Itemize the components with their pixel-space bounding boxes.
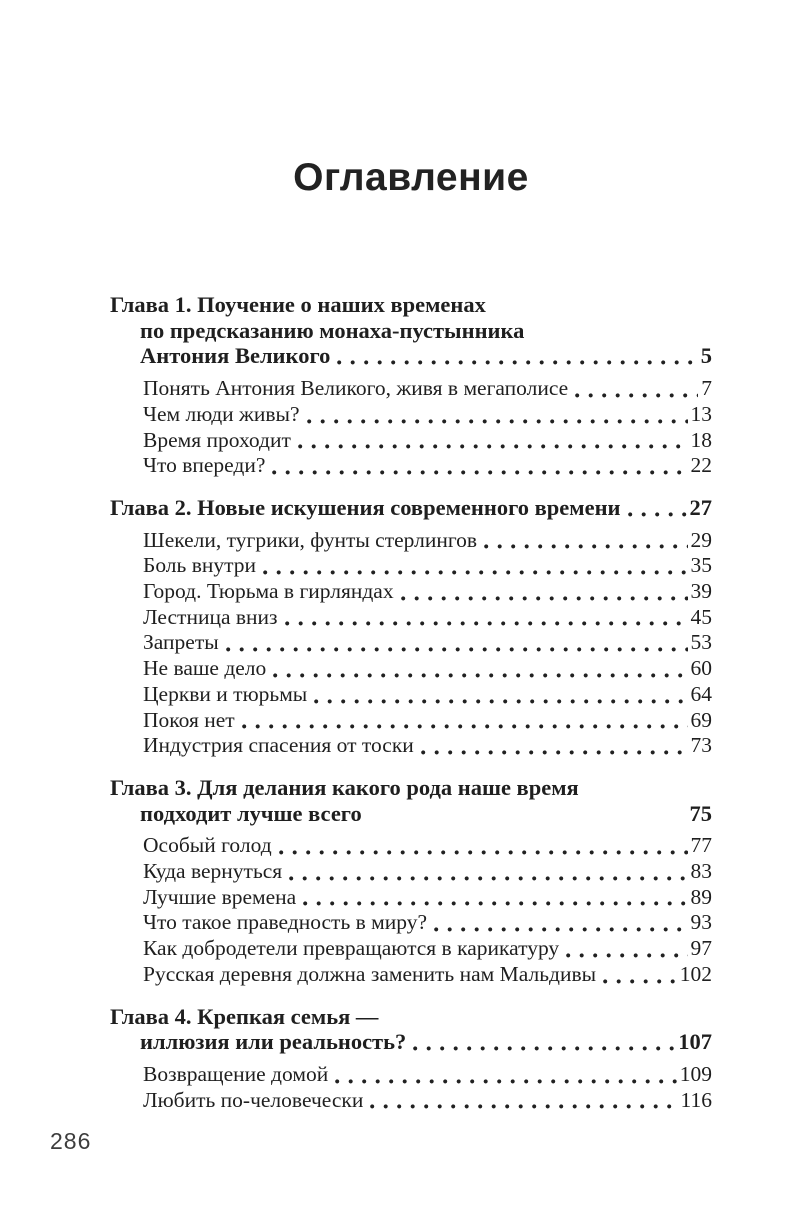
dot-leader [335,1079,677,1084]
toc-entry-row [110,428,712,454]
dot-leader [337,360,697,365]
toc-entry-page: 89 [690,884,712,909]
toc-entry-page: 93 [690,910,712,935]
dot-leader [298,444,688,449]
dot-leader [628,512,687,517]
toc-entry-page: 13 [690,401,712,426]
toc-entry-row [110,733,712,759]
toc-entry-page: 97 [690,936,712,961]
chapter-heading-row [110,495,712,521]
dot-leader [263,570,687,575]
toc-entry-row [110,453,712,479]
toc-entry-page: 69 [690,707,712,732]
toc-entry-title: Не ваше дело [143,656,267,681]
toc-entry-row [110,553,712,579]
toc-list [110,292,712,1113]
chapter-page-number: 75 [689,800,712,826]
toc-entry-title: Запреты [143,630,219,655]
toc-entry-row [110,833,712,859]
dot-leader [566,953,687,958]
toc-entry-row [110,402,712,428]
toc-entry-page: 77 [690,833,712,858]
toc-entry-page: 35 [690,553,712,578]
toc-entry-title: Город. Тюрьма в гирляндах [143,579,394,604]
toc-entry-title: Понять Антония Великого, живя в мегаполисе [143,376,569,401]
toc-entry-row [110,605,712,631]
chapter-heading-text: подходит лучше всего [140,800,362,826]
chapter-heading-row [110,801,712,827]
chapter-heading-line: Глава 3. Для делания какого рода наше время [110,774,579,800]
toc-entry-title: Чем люди живы? [143,401,300,426]
chapter-entries [110,528,712,759]
dot-leader [272,470,687,475]
toc-entry-page: 45 [690,604,712,629]
toc-entry-page: 116 [680,1087,712,1112]
dot-leader [484,544,687,549]
chapter-heading-row [110,343,712,369]
toc-entry-row [110,936,712,962]
chapter-page-number: 107 [678,1029,712,1055]
chapter-heading-line: Глава 4. Крепкая семья — [110,1003,379,1029]
chapter-heading-text: иллюзия или реальность? [140,1029,407,1055]
toc-entry-title: Лестница вниз [143,604,278,629]
toc-entry-title: Как добродетели превращаются в карикатуру [143,936,560,961]
dot-leader [226,647,688,652]
toc-entry-title: Русская деревня должна заменить нам Мальдивы [143,961,597,986]
folio-page-number: 286 [50,1128,92,1154]
dot-leader [314,699,687,704]
toc-chapter [110,495,712,759]
toc-entry-page: 73 [690,733,712,758]
toc-entry-title: Что такое праведность в миру? [143,910,428,935]
toc-entry-row [110,528,712,554]
toc-entry-row [110,630,712,656]
dot-leader [307,419,688,424]
toc-entry-title: Куда вернуться [143,859,283,884]
chapter-heading-text: Глава 2. Новые искушения современного времени [110,494,621,520]
chapter-entries [110,376,712,479]
dot-leader [413,1046,675,1051]
toc-chapter [110,1004,712,1114]
toc-entry-title: Лучшие времена [143,884,297,909]
toc-entry-page: 64 [690,681,712,706]
dot-leader [421,750,688,755]
toc-entry-row [110,376,712,402]
toc-entry-title: Время проходит [143,427,291,452]
toc-entry-title: Особый голод [143,833,272,858]
toc-entry-page: 53 [690,630,712,655]
toc-chapter [110,775,712,988]
dot-leader [279,850,688,855]
chapter-entries [110,833,712,987]
chapter-heading-text: Антония Великого [140,343,331,369]
toc-entry-row [110,1088,712,1114]
chapter-heading-line: по предсказанию монаха-пустынника [140,317,525,343]
dot-leader [434,927,687,932]
toc-entry-title: Покоя нет [143,707,235,732]
toc-entry-page: 102 [679,961,712,986]
toc-entry-page: 109 [679,1061,712,1086]
toc-entry-title: Шекели, тугрики, фунты стерлингов [143,527,478,552]
chapter-heading-row [110,1029,712,1055]
chapter-heading-line: Глава 1. Поучение о наших временах [110,292,486,317]
toc-entry-row [110,708,712,734]
chapter-page-number: 5 [700,343,712,369]
toc-entry-row [110,885,712,911]
toc-entry-row [110,682,712,708]
chapter-page-number: 27 [689,494,712,520]
toc-entry-page: 83 [690,859,712,884]
toc-entry-title: Церкви и тюрьмы [143,681,308,706]
toc-entry-row [110,579,712,605]
toc-entry-page: 18 [690,427,712,452]
toc-entry-row [110,910,712,936]
toc-entry-row [110,656,712,682]
toc-chapter [110,292,712,479]
toc-entry-title: Что впереди? [143,453,266,478]
toc-entry-row [110,859,712,885]
dot-leader [401,596,688,601]
dot-leader [285,621,688,626]
toc-entry-title: Любить по-человечески [143,1087,364,1112]
dot-leader [370,1104,677,1109]
toc-entry-page: 22 [690,453,712,478]
toc-entry-title: Возвращение домой [143,1061,329,1086]
dot-leader [575,393,698,398]
toc-entry-title: Индустрия спасения от тоски [143,733,414,758]
dot-leader [603,979,677,984]
toc-entry-page: 29 [690,527,712,552]
dot-leader [273,673,687,678]
chapter-entries [110,1062,712,1113]
dot-leader [303,901,687,906]
toc-entry-page: 60 [690,656,712,681]
toc-entry-page: 39 [690,579,712,604]
dot-leader [369,817,687,822]
toc-entry-page: 7 [701,376,712,401]
page-title: Оглавление [293,156,529,200]
dot-leader [242,724,688,729]
dot-leader [289,876,687,881]
toc-entry-title: Боль внутри [143,553,257,578]
toc-entry-row [110,962,712,988]
toc-entry-row [110,1062,712,1088]
